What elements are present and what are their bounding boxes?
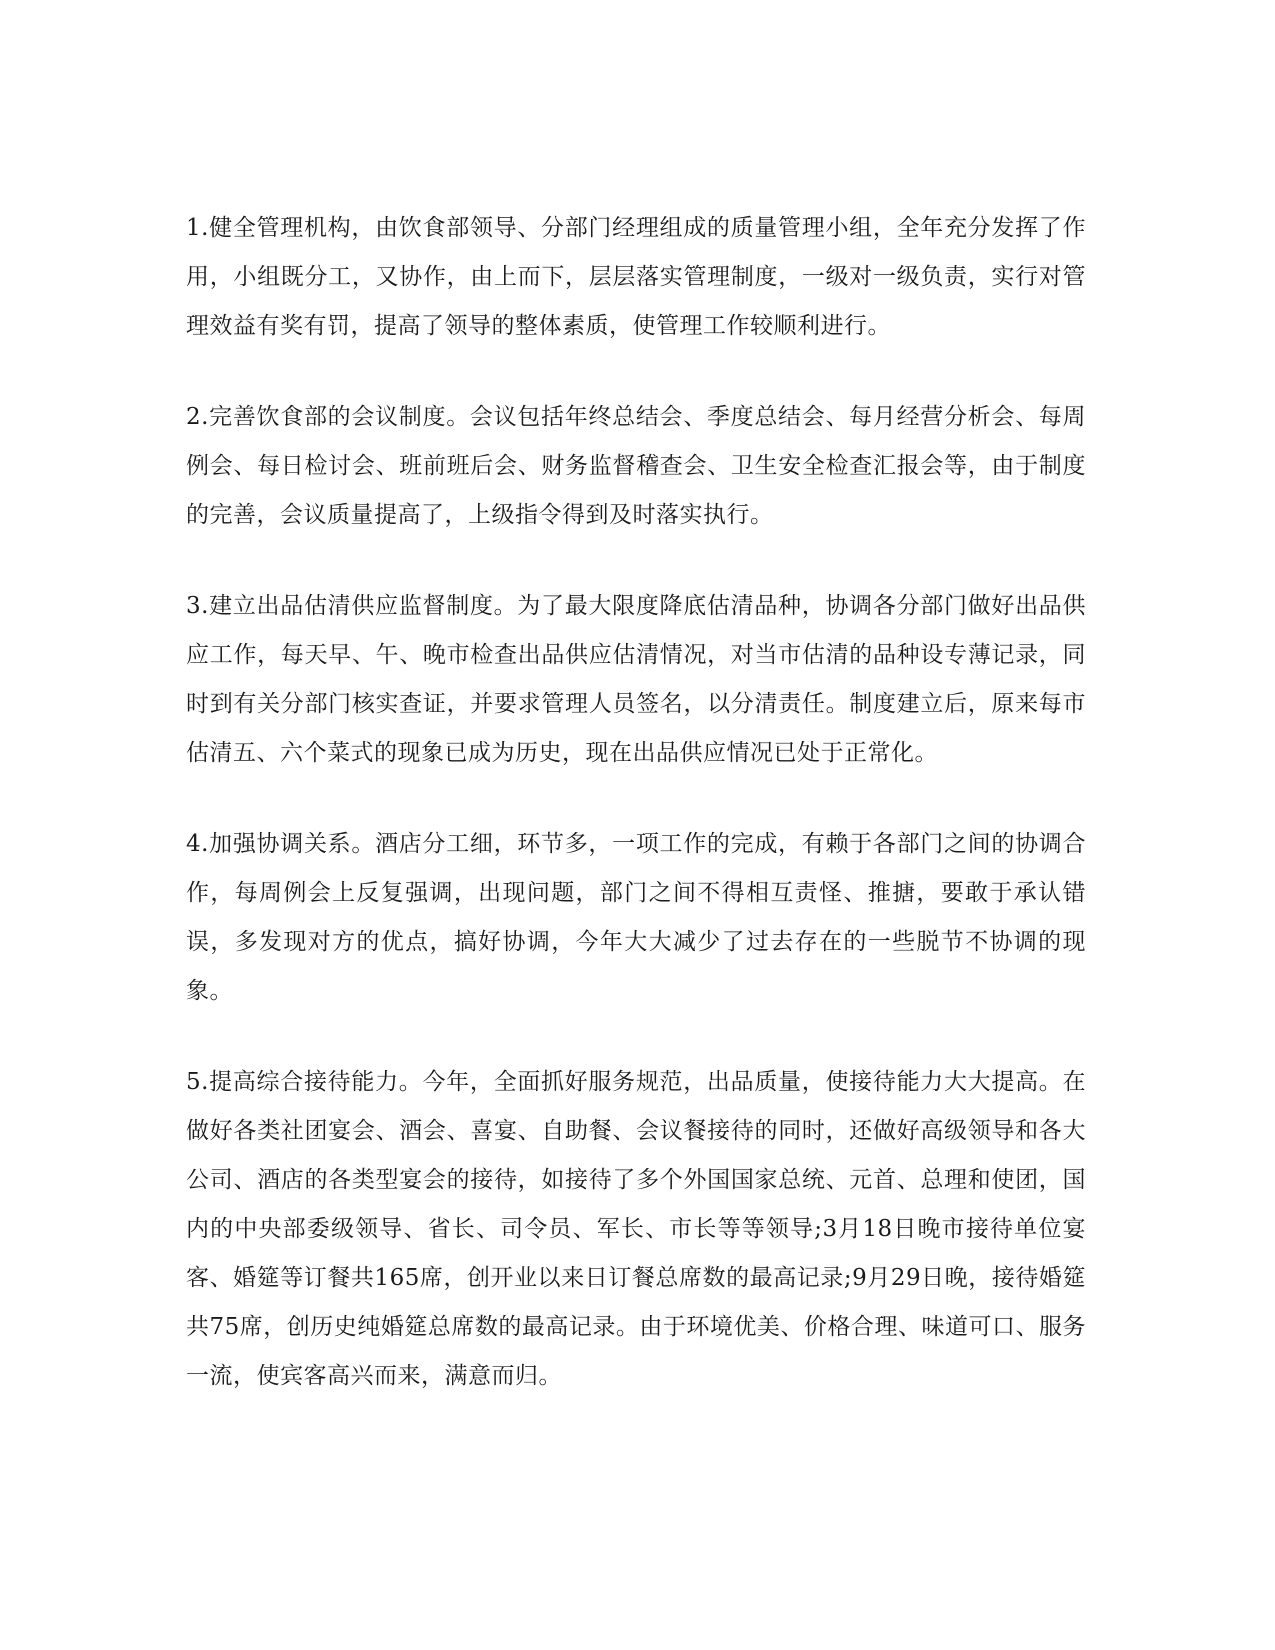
paragraph-1: 1.健全管理机构，由饮食部领导、分部门经理组成的质量管理小组，全年充分发挥了作用，小组既分工，又协作，由上而下，层层落实管理制度，一级对一级负责，实行对管理效益有奖有罚，提高了领导的整体素质，使管理工作较顺利进行。 [186,215,1086,339]
paragraph-3: 3.建立出品估清供应监督制度。为了最大限度降底估清品种，协调各分部门做好出品供应工作，每天早、午、晚市检查出品供应估清情况，对当市估清的品种设专薄记录，同时到有关分部门核实查证，并要求管理人员签名，以分清责任。制度建立后，原来每市估清五、六个菜式的现象已成为历史，现在出品供应情况已处于正常化。 [186,593,1086,766]
paragraph-5: 5.提高综合接待能力。今年，全面抓好服务规范，出品质量，使接待能力大大提高。在做好各类社团宴会、酒会、喜宴、自助餐、会议餐接待的同时，还做好高级领导和各大公司、酒店的各类型宴会的接待，如接待了多个外国国家总统、元首、总理和使团，国内的中央部委级领导、省长、司令员、军长、市长等等领导;3月18日晚市接待单位宴客、婚筵等订餐共165席，创开业以来日订餐总席数的最高记录;9月29日晚，接待婚筵共75席，创历史纯婚筵总席数的最高记录。由于环境优美、价格合理、味道可口、服务一流，使宾客高兴而来，满意而归。 [186,1069,1086,1389]
paragraph-2: 2.完善饮食部的会议制度。会议包括年终总结会、季度总结会、每月经营分析会、每周例会、每日检讨会、班前班后会、财务监督稽查会、卫生安全检查汇报会等，由于制度的完善，会议质量提高了，上级指令得到及时落实执行。 [186,404,1086,528]
document-body [186,204,1086,1401]
paragraph-4: 4.加强协调关系。酒店分工细，环节多，一项工作的完成，有赖于各部门之间的协调合作，每周例会上反复强调，出现问题，部门之间不得相互责怪、推搪，要敢于承认错误，多发现对方的优点，搞好协调，今年大大减少了过去存在的一些脱节不协调的现象。 [186,831,1086,1004]
